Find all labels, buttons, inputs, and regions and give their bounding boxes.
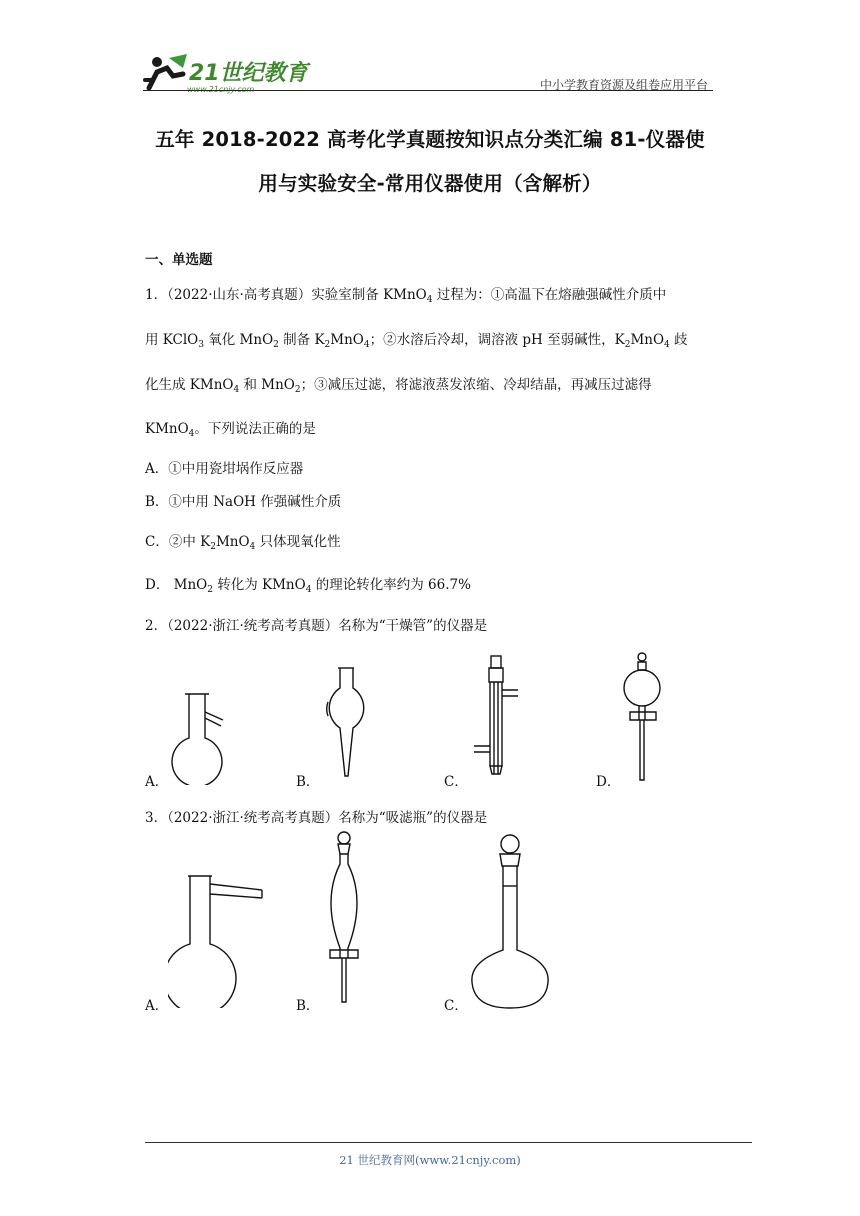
q2-label-d: D． (596, 774, 621, 790)
q3-apparatus-a (168, 872, 268, 1008)
q1-option-d: D． MnO$_2$ 转化为 KMnO$_4$ 的理论转化率约为 66.7% (145, 577, 471, 595)
q1-line2: 用 KClO$_3$ 氧化 MnO$_2$ 制备 $K_2MnO_4$；②水溶后冷却，调溶液 pH 至弱碱性，$K_2MnO_4$ 歧 (145, 332, 688, 350)
q1-option-b: B．①中用 NaOH 作强碱性介质 (145, 494, 342, 510)
q3-apparatus-c (466, 832, 556, 1014)
q2-label-c: C． (444, 774, 468, 790)
page-title-line1: 五年 2018-2022 高考化学真题按知识点分类汇编 81-仪器使 (155, 128, 705, 151)
header-platform-text: 中小学教育资源及组卷应用平台 (539, 78, 708, 92)
q1-option-c: C．②中 $K_2MnO_4$ 只体现氧化性 (145, 534, 341, 552)
q2-apparatus-d (618, 650, 668, 784)
site-logo (143, 50, 313, 94)
q3-label-c: C． (444, 998, 468, 1014)
q3-stem: 3．（2022·浙江·统考高考真题）名称为“吸滤瓶”的仪器是 (145, 810, 488, 826)
q3-label-b: B． (296, 998, 320, 1014)
page-title-line2: 用与实验安全-常用仪器使用（含解析） (258, 172, 602, 195)
footer-text[interactable]: 21 世纪教育网(www.21cnjy.com) (339, 1153, 521, 1167)
q2-apparatus-a (165, 690, 235, 785)
q1-line4: KMnO$_4$。下列说法正确的是 (145, 421, 316, 439)
q2-apparatus-b (318, 666, 378, 782)
footer-divider (145, 1142, 752, 1143)
q1-line3: 化生成 KMnO$_4$ 和 MnO$_2$；③减压过滤，将滤液蒸发浓缩、冷却结晶，再减压过滤得 (145, 377, 652, 395)
q3-apparatus-b (314, 830, 374, 1010)
logo-url: www.21cnjy.com (187, 85, 255, 94)
q1-line1: 1．（2022·山东·高考真题）实验室制备 KMnO$_4$ 过程为：①高温下在熔融强碱性介质中 (145, 287, 667, 305)
logo-text: 21世纪教育 (189, 61, 308, 86)
q2-label-b: B． (296, 774, 320, 790)
section-heading: 一、单选题 (145, 252, 213, 268)
q2-apparatus-c (466, 654, 526, 784)
header-divider (143, 90, 713, 91)
q2-label-a: A． (145, 774, 169, 790)
q1-option-a: A．①中用瓷坩埚作反应器 (145, 461, 304, 477)
q3-label-a: A． (145, 998, 169, 1014)
q2-stem: 2．（2022·浙江·统考高考真题）名称为“干燥管”的仪器是 (145, 618, 488, 634)
